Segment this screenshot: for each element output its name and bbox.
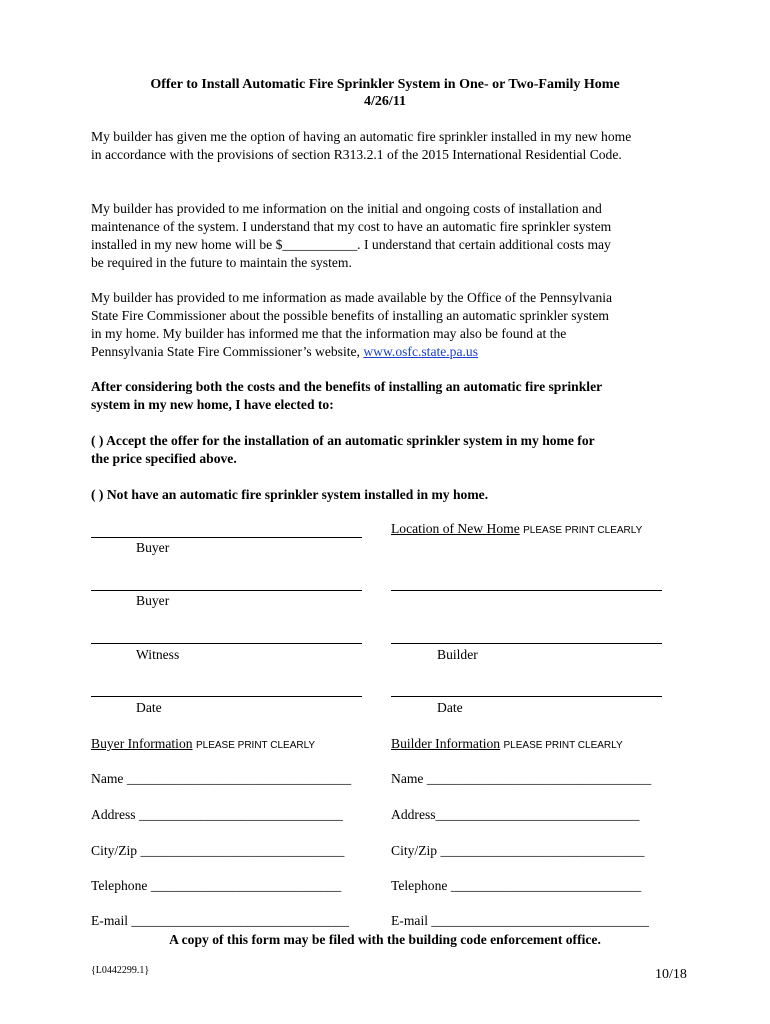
text-line: My builder has provided to me information on the initial and ongoing costs of installation and [91,201,602,216]
text-line: My builder has given me the option of having an automatic fire sprinkler installed in my new home [91,129,632,144]
buyer-email-field[interactable]: E-mail ________________________________ [91,913,349,928]
date-label-left: Date [136,700,162,715]
text-line: in accordance with the provisions of section R313.2.1 of the 2015 International Residential Code. [91,147,622,162]
text-line [91,343,691,361]
location-line-1[interactable] [391,590,662,591]
builder-signature-line[interactable] [391,643,662,644]
text-line: ( ) Accept the offer for the installation of an automatic sprinkler system in my home for [91,433,595,448]
buyer-name-field[interactable]: Name _________________________________ [91,771,352,786]
buyer-signature-line-2[interactable] [91,590,362,591]
decision-statement [91,378,691,414]
text-line: ( ) Not have an automatic fire sprinkler system installed in my home. [91,487,489,502]
document-title: Offer to Install Automatic Fire Sprinkler System in One- or Two-Family Home [150,77,620,92]
document-date: 4/26/11 [363,94,406,109]
date-line-right[interactable] [391,696,662,697]
builder-address-field[interactable]: Address______________________________ [391,807,640,822]
builder-telephone-field[interactable]: Telephone ____________________________ [391,878,642,893]
builder-information-heading [391,736,623,752]
witness-label: Witness [136,647,180,662]
buyer-information-heading [91,736,315,752]
buyer-label-2: Buyer [136,593,170,608]
text-line: installed in my new home will be $___________. I understand that certain additional costs may [91,237,611,252]
builder-cityzip-field[interactable]: City/Zip ______________________________ [391,843,645,858]
text-line: My builder has provided to me information as made available by the Office of the Pennsylvania [91,290,613,305]
builder-email-field[interactable]: E-mail ________________________________ [391,913,649,928]
builder-label: Builder [437,647,478,662]
date-label-right: Date [437,700,463,715]
paragraph-costs [91,200,691,272]
builder-information-title: Builder Information [391,736,501,751]
option-decline[interactable] [91,486,691,504]
date-line-left[interactable] [91,696,362,697]
text-line: system in my new home, I have elected to: [91,397,334,412]
text-line: be required in the future to maintain the system. [91,255,352,270]
print-clearly-note: PLEASE PRINT CLEARLY [195,740,316,751]
buyer-signature-line-1[interactable] [91,537,362,538]
paragraph-benefits [91,289,691,361]
location-label-text: Location of New Home [391,521,520,536]
option-accept[interactable] [91,432,691,468]
text-line: maintenance of the system. I understand that my cost to have an automatic fire sprinkler system [91,219,612,234]
witness-signature-line[interactable] [91,643,362,644]
buyer-telephone-field[interactable]: Telephone ____________________________ [91,878,342,893]
osfc-website-link[interactable]: www.osfc.state.pa.us [363,344,478,359]
text-line: State Fire Commissioner about the possible benefits of installing an automatic sprinkler system [91,308,609,323]
text-line: in my home. My builder has informed me that the information may also be found at the [91,326,567,341]
buyer-cityzip-field[interactable]: City/Zip ______________________________ [91,843,345,858]
buyer-information-title: Buyer Information [91,736,193,751]
print-clearly-note: PLEASE PRINT CLEARLY [523,525,643,536]
text-line: After considering both the costs and the benefits of installing an automatic fire sprinkler [91,379,603,394]
buyer-label-1: Buyer [136,540,170,555]
text-line: the price specified above. [91,451,237,466]
text-fragment: Pennsylvania State Fire Commissioner’s website, [91,344,364,359]
paragraph-builder-option [91,128,691,164]
revision-date: 10/18 [655,967,687,982]
location-of-new-home-label [391,521,642,537]
buyer-address-field[interactable]: Address ______________________________ [91,807,343,822]
print-clearly-note: PLEASE PRINT CLEARLY [503,740,623,751]
builder-name-field[interactable]: Name _________________________________ [391,771,652,786]
filing-notice: A copy of this form may be filed with the building code enforcement office. [169,932,601,947]
document-id: {L0442299.1} [91,965,150,976]
